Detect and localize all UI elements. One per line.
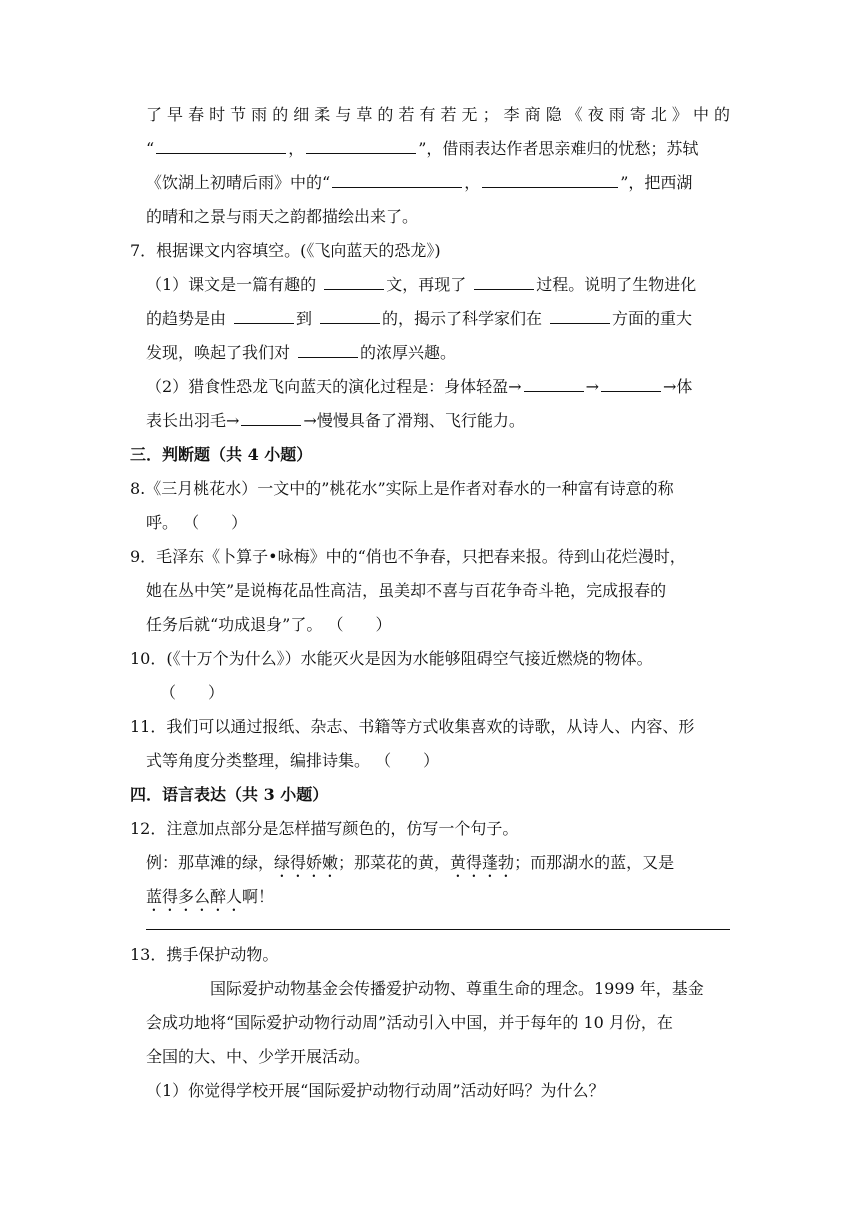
answer-blank[interactable] — [482, 173, 618, 188]
answer-blank[interactable] — [241, 411, 301, 426]
answer-blank[interactable] — [298, 343, 358, 358]
q6-line-2: “ ， ”，借雨表达作者思亲难归的忧愁；苏轼 — [146, 139, 699, 158]
q9-line-1: 9．毛泽东《卜算子•咏梅》中的“俏也不争春，只把春来报。待到山花烂漫时， — [130, 547, 686, 566]
section-heading-judgement: 三．判断题（共 4 小题） — [130, 445, 313, 464]
section-heading-language-expression: 四．语言表达（共 3 小题） — [130, 785, 329, 804]
answer-blank[interactable] — [234, 309, 294, 324]
answer-blank[interactable] — [306, 139, 416, 154]
q13-title: 13．携手保护动物。 — [130, 945, 279, 964]
q10-line-1: 10．(《十万个为什么》）水能灭火是因为水能够阻碍空气接近燃烧的物体。 — [130, 649, 653, 668]
q8-line-1: 8.《三月桃花水）一文中的”桃花水”实际上是作者对春水的一种富有诗意的称 — [130, 479, 674, 498]
q10-line-2: （ ） — [160, 683, 225, 702]
q6-line-4: 的晴和之景与雨天之韵都描绘出来了。 — [146, 207, 419, 226]
answer-line[interactable] — [146, 929, 730, 930]
answer-blank[interactable] — [474, 275, 534, 290]
q7-part2-line-2: 表长出羽毛→ →慢慢具备了滑翔、飞行能力。 — [146, 411, 525, 430]
q7-part1-line-1: （1）课文是一篇有趣的 文，再现了 过程。说明了生物进化 — [146, 275, 697, 294]
q12-title: 12．注意加点部分是怎样描写颜色的，仿写一个句子。 — [130, 819, 519, 838]
q7-part2-line-1: （2）猎食性恐龙飞向蓝天的演化过程是：身体轻盈→ → →体 — [146, 377, 693, 396]
q13-passage-line-3: 全国的大、中、少学开展活动。 — [146, 1047, 371, 1066]
q6-line-1: 了早春时节雨的细柔与草的若有若无；李商隐《夜雨寄北》中的 — [146, 105, 730, 124]
q6-line-3: 《饮湖上初晴后雨》中的“ ， ”，把西湖 — [146, 173, 693, 192]
q9-line-2: 她在丛中笑”是说梅花品性高洁，虽美却不喜与百花争奇斗艳，完成报春的 — [146, 581, 667, 600]
answer-blank[interactable] — [601, 377, 661, 392]
answer-blank[interactable] — [550, 309, 610, 324]
q7-part1-line-3: 发现，唤起了我们对 的浓厚兴趣。 — [146, 343, 457, 362]
q13-passage-line-2: 会成功地将“国际爱护动物行动周”活动引入中国，并于每年的 10 月份，在 — [146, 1013, 673, 1032]
q7-part1-line-2: 的趋势是由 到 的，揭示了科学家们在 方面的重大 — [146, 309, 693, 328]
answer-blank[interactable] — [320, 309, 380, 324]
emphasized-phrase: 绿得娇嫩 — [274, 853, 339, 872]
q7-title: 7．根据课文内容填空。(《飞向蓝天的恐龙》) — [130, 241, 441, 260]
q11-line-1: 11．我们可以通过报纸、杂志、书籍等方式收集喜欢的诗歌，从诗人、内容、形 — [130, 717, 695, 736]
emphasized-phrase: 蓝得多么醉人 — [146, 887, 243, 906]
q12-example-line-2: 蓝得多么醉人啊！ — [146, 887, 275, 906]
q9-line-3: 任务后就“功成退身”了。 （ ） — [146, 615, 392, 634]
q8-line-2: 呼。 （ ） — [146, 513, 248, 532]
q13-subquestion-1: （1）你觉得学校开展“国际爱护动物行动周”活动好吗？为什么？ — [146, 1081, 605, 1100]
answer-blank[interactable] — [324, 275, 384, 290]
q13-passage-line-1: 国际爱护动物基金会传播爱护动物、尊重生命的理念。1999 年，基金 — [210, 979, 704, 998]
answer-blank[interactable] — [524, 377, 584, 392]
q12-example-line-1: 例：那草滩的绿，绿得娇嫩；那菜花的黄，黄得蓬勃；而那湖水的蓝，又是 — [146, 853, 675, 872]
answer-blank[interactable] — [156, 139, 286, 154]
q11-line-2: 式等角度分类整理，编排诗集。 （ ） — [146, 751, 440, 770]
answer-blank[interactable] — [332, 173, 462, 188]
emphasized-phrase: 黄得蓬勃 — [450, 853, 515, 872]
